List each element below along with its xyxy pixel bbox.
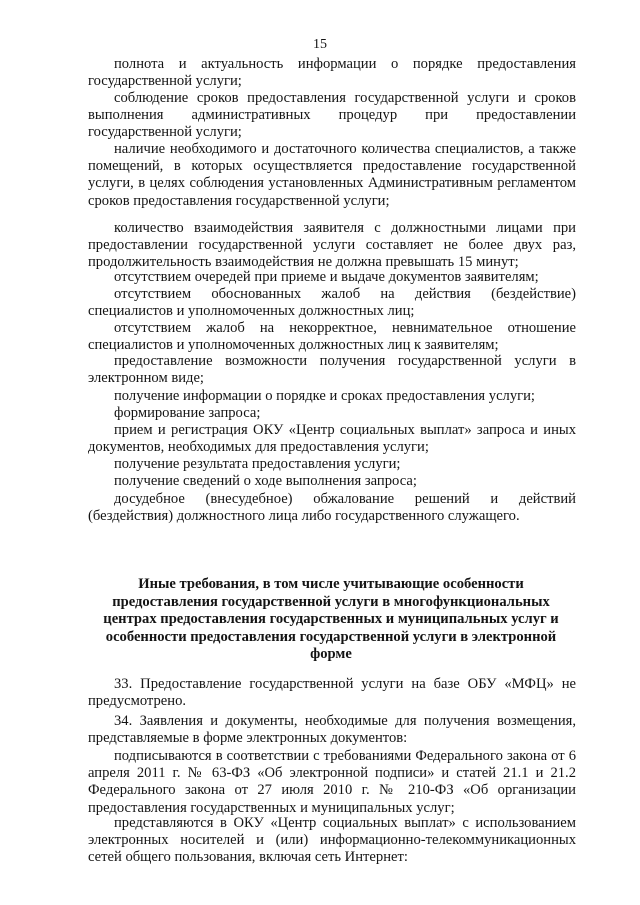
paragraph-9: получение информации о порядке и сроках предоставления услуги; bbox=[114, 388, 535, 404]
paragraph-7: отсутствием жалоб на некорректное, невнимательное отношение специалистов и уполномоченных должностных лиц к заявителям; bbox=[88, 320, 576, 354]
paragraph-4: количество взаимодействия заявителя с должностными лицами при предоставлении государственной услуги составляет не более двух раз, продолжительность взаимодействия не должна превышать 15 минут; bbox=[88, 220, 576, 271]
page-number: 15 bbox=[313, 37, 327, 52]
item-33: 33. Предоставление государственной услуги на базе ОБУ «МФЦ» не предусмотрено. bbox=[88, 676, 576, 710]
item-34: 34. Заявления и документы, необходимые для получения возмещения, представляемые в форме электронных документов: bbox=[88, 713, 576, 747]
item-34-subparagraph-1: подписываются в соответствии с требованиями Федерального закона от 6 апреля 2011 г. № 63-ФЗ «Об электронной подписи» и статей 21.1 и 21.2 Федерального закона от 27 июля 2010 г. № 210-ФЗ «Об организации предоставления государственных и муниципальных услуг; bbox=[88, 748, 576, 816]
paragraph-6: отсутствием обоснованных жалоб на действия (бездействие) специалистов и уполномоченных должностных лиц; bbox=[88, 286, 576, 320]
item-34-subparagraph-2: представляются в ОКУ «Центр социальных выплат» с использованием электронных носителей и (или) информационно-телекоммуникационных сетей общего пользования, включая сеть Интернет: bbox=[88, 815, 576, 866]
paragraph-14: досудебное (внесудебное) обжалование решений и действий (бездействия) должностного лица либо государственного служащего. bbox=[88, 491, 576, 525]
paragraph-2: соблюдение сроков предоставления государственной услуги и сроков выполнения административных процедур при предоставлении государственной услуги; bbox=[88, 90, 576, 141]
paragraph-11: прием и регистрация ОКУ «Центр социальных выплат» запроса и иных документов, необходимых для предоставления услуги; bbox=[88, 422, 576, 456]
paragraph-1: полнота и актуальность информации о порядке предоставления государственной услуги; bbox=[88, 56, 576, 90]
paragraph-13: получение сведений о ходе выполнения запроса; bbox=[114, 473, 417, 489]
paragraph-3: наличие необходимого и достаточного количества специалистов, а также помещений, в которых осуществляется предоставление государственной услуги, в целях соблюдения установленных Административным регламентом сроков предоставления государственной услуги; bbox=[88, 141, 576, 209]
section-heading: Иные требования, в том числе учитывающие особенности предоставления государственной услуги в многофункциональных центрах предоставления государственных и муниципальных услуг и особенности предоставления государственной услуги в электронной форме bbox=[103, 576, 559, 662]
paragraph-5: отсутствием очередей при приеме и выдаче документов заявителям; bbox=[114, 269, 539, 285]
paragraph-10: формирование запроса; bbox=[114, 405, 261, 421]
paragraph-8: предоставление возможности получения государственной услуги в электронном виде; bbox=[88, 353, 576, 387]
paragraph-12: получение результата предоставления услуги; bbox=[114, 456, 401, 472]
